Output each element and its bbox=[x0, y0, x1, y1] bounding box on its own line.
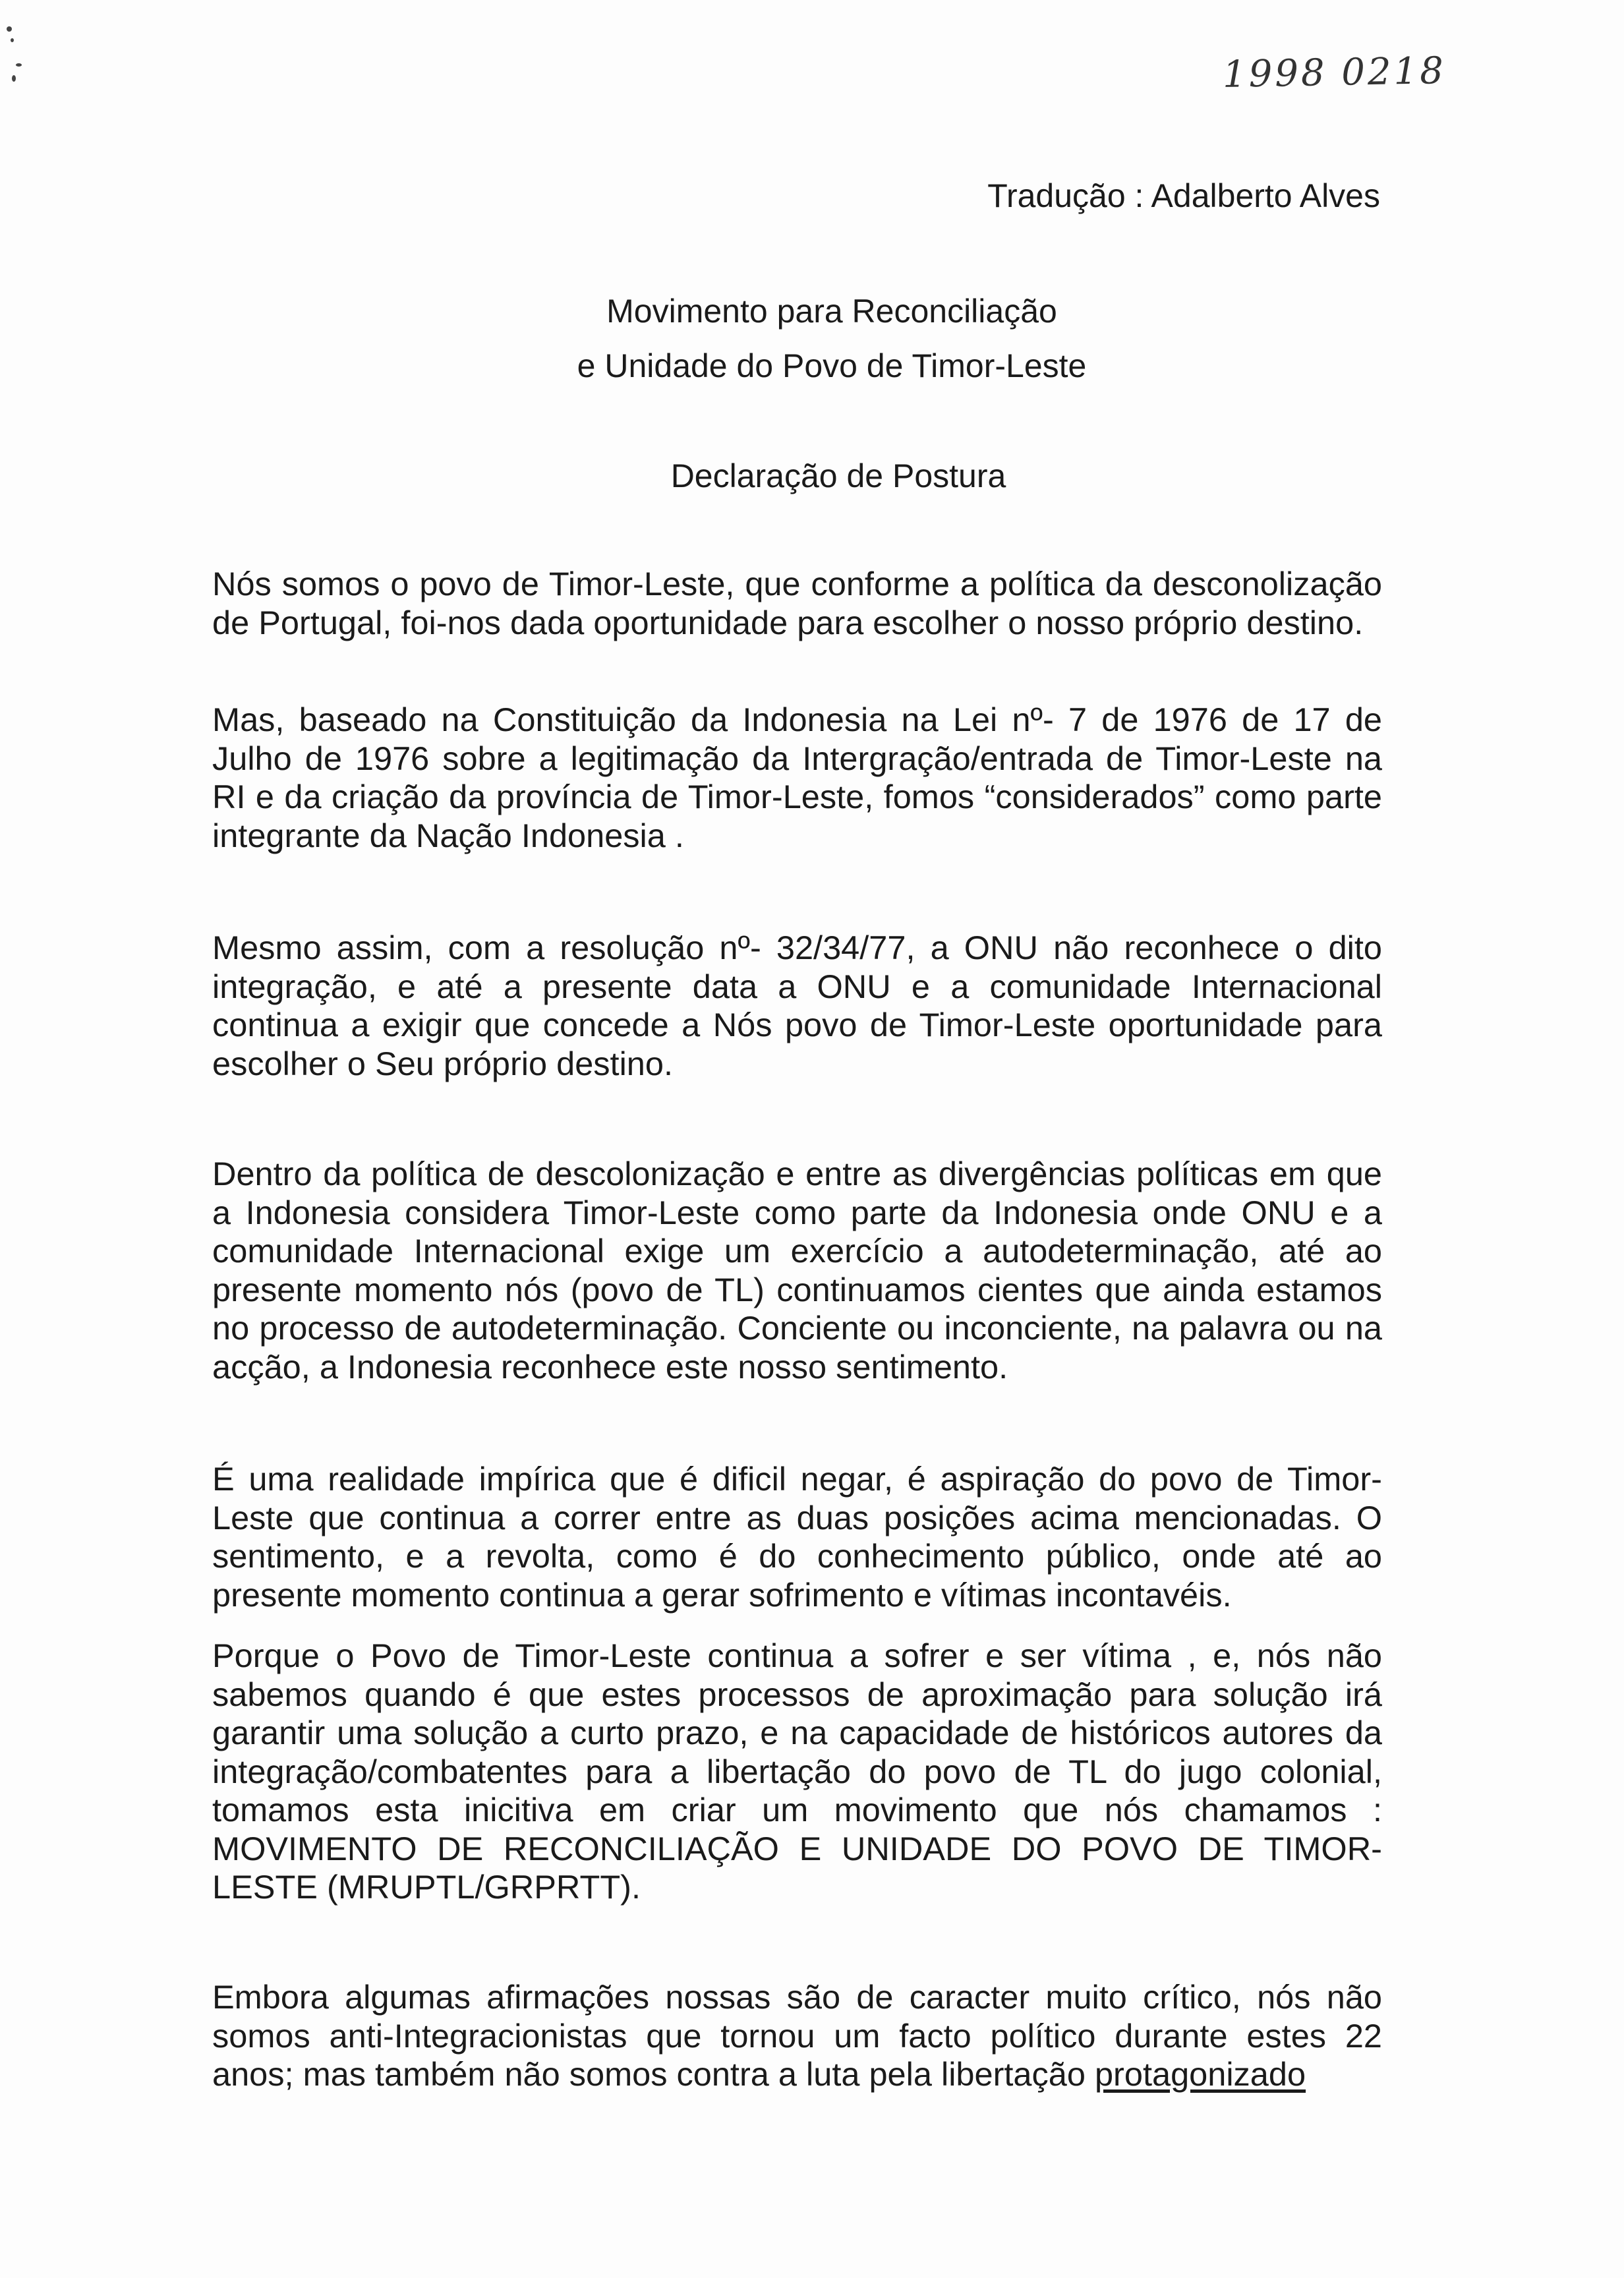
underlined-word: protagonizado bbox=[1094, 2055, 1306, 2093]
paragraph: Porque o Povo de Timor-Leste continua a sofrer e ser vítima , e, nós não sabemos quando é que estes processos de aproximação para solução irá garantir uma solução a curto prazo, e na capacidade de históricos autores da integração/combatentes para a libertação do povo de TL do jugo colonial, tomamos esta inicitiva em criar um movimento que nós chamamos : MOVIMENTO DE RECONCILIAÇÃO E UNIDADE DO POVO DE TIMOR-LESTE (MRUPTL/GRPRTT). bbox=[212, 1637, 1382, 1906]
paragraph: Mas, baseado na Constituição da Indonesia na Lei nº- 7 de 1976 de 17 de Julho de 1976 sobre a legitimação da Intergração/entrada de Timor-Leste na RI e da criação da província de Timor-Leste, fomos “considerados” como parte integrante da Nação Indonesia . bbox=[212, 701, 1382, 854]
paragraph: Dentro da política de descolonização e entre as divergências políticas em que a Indonesia considera Timor-Leste como parte da Indonesia onde ONU e a comunidade Internacional exige um exercício a autodeterminação, até ao presente momento nós (povo de TL) continuamos cientes que ainda estamos no processo de autodeterminação. Conciente ou inconciente, na palavra ou na acção, a Indonesia reconhece este nosso sentimento. bbox=[212, 1155, 1382, 1386]
paragraph: Nós somos o povo de Timor-Leste, que conforme a política da desconolização de Portugal, foi-nos dada oportunidade para escolher o nosso próprio destino. bbox=[212, 565, 1382, 641]
scan-speck bbox=[16, 63, 22, 67]
scan-speck bbox=[12, 75, 16, 82]
scan-speck bbox=[11, 38, 14, 42]
paragraph-text: Embora algumas afirmações nossas são de caracter muito crítico, nós não somos anti-Integracionistas que tornou um facto político durante estes 22 anos; mas também não somos contra a luta pela libertação bbox=[212, 1978, 1382, 2093]
paragraph-last bbox=[212, 1978, 1382, 2094]
document-title-line-1: Movimento para Reconciliação bbox=[606, 293, 1057, 330]
document-subtitle: Declaração de Postura bbox=[670, 457, 1006, 494]
handwritten-reference-number: 1998 0218 bbox=[1222, 49, 1447, 96]
document-title-line-2: e Unidade do Povo de Timor-Leste bbox=[577, 347, 1087, 384]
paragraph: É uma realidade impírica que é dificil negar, é aspiração do povo de Timor-Leste que continua a correr entre as duas posições acima mencionadas. O sentimento, e a revolta, como é do conhecimento público, onde até ao presente momento continua a gerar sofrimento e vítimas incontavéis. bbox=[212, 1460, 1382, 1614]
scan-speck bbox=[7, 26, 12, 32]
paragraph: Mesmo assim, com a resolução nº- 32/34/77, a ONU não reconhece o dito integração, e até a presente data a ONU e a comunidade Internacional continua a exigir que concede a Nós povo de Timor-Leste oportunidade para escolher o Seu próprio destino. bbox=[212, 929, 1382, 1082]
translator-credit: Tradução : Adalberto Alves bbox=[987, 177, 1380, 214]
